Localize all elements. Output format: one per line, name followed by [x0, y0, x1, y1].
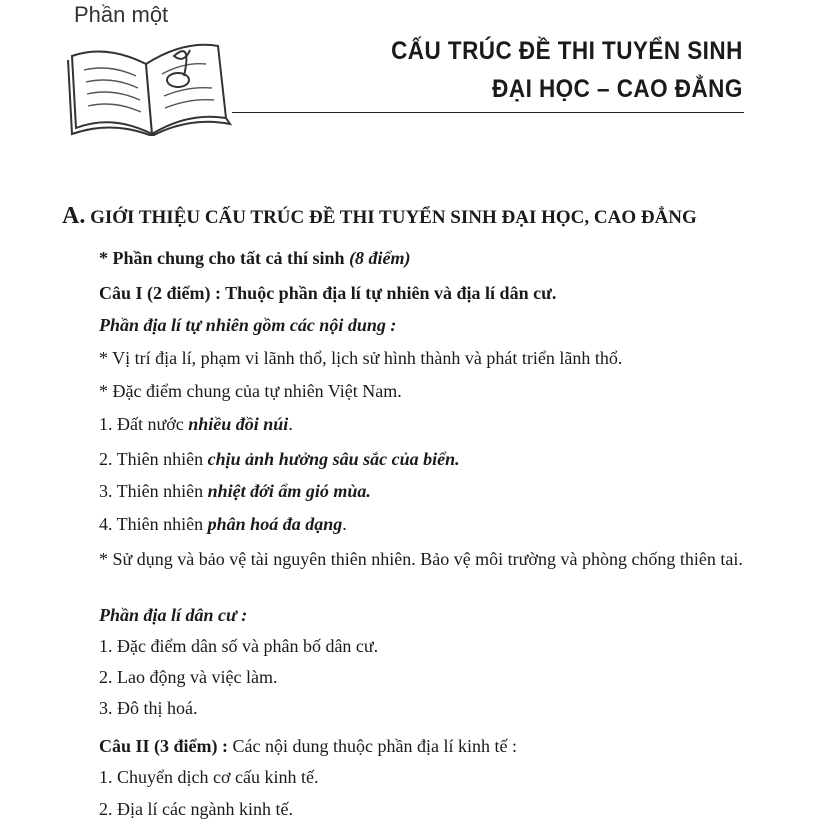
population-1: 1. Đặc điểm dân số và phân bố dân cư. [99, 636, 379, 656]
feature-1-emphasis: nhiều đồi núi [188, 414, 289, 434]
feature-1 [99, 414, 293, 435]
feature-2 [99, 449, 460, 470]
section-title: GIỚI THIỆU CẤU TRÚC ĐỀ THI TUYỂN SINH ĐẠI HỌC, CAO ĐẲNG [85, 207, 697, 228]
feature-4-prefix: 4. Thiên nhiên [99, 514, 208, 534]
question-2-label: Câu II (3 điểm) : [99, 736, 228, 756]
feature-1-suffix: . [288, 414, 293, 434]
economy-2: 2. Địa lí các ngành kinh tế. [99, 799, 293, 819]
header-title [391, 32, 743, 108]
population-2: 2. Lao động và việc làm. [99, 667, 278, 687]
common-part-points: (8 điểm) [349, 248, 411, 268]
population-heading: Phần địa lí dân cư : [99, 605, 248, 625]
feature-2-prefix: 2. Thiên nhiên [99, 449, 208, 469]
item-resources: * Sử dụng và bảo vệ tài nguyên thiên nhiên. Bảo vệ môi trường và phòng chống thiên tai. [99, 549, 743, 569]
feature-1-prefix: 1. Đất nước [99, 414, 189, 434]
feature-4 [99, 514, 347, 535]
economy-1: 1. Chuyển dịch cơ cấu kinh tế. [99, 767, 319, 787]
section-heading [62, 203, 697, 230]
feature-3 [99, 481, 371, 502]
common-part-label: * Phần chung cho tất cả thí sinh [99, 248, 350, 268]
feature-4-suffix: . [342, 514, 347, 534]
section-letter: A. [62, 203, 86, 229]
header-title-line-2: ĐẠI HỌC – CAO ĐẲNG [492, 75, 743, 103]
question-2-text: Các nội dung thuộc phần địa lí kinh tế : [228, 736, 517, 756]
item-location: * Vị trí địa lí, phạm vi lãnh thổ, lịch sử hình thành và phát triển lãnh thổ. [99, 348, 623, 368]
feature-3-prefix: 3. Thiên nhiên [99, 481, 208, 501]
feature-2-emphasis: chịu ảnh hưởng sâu sắc của biển. [207, 449, 460, 469]
header-rule [232, 112, 744, 113]
question-1: Câu I (2 điểm) : Thuộc phần địa lí tự nhiên và địa lí dân cư. [99, 283, 557, 303]
common-part-line [99, 248, 411, 269]
feature-3-emphasis: nhiệt đới ẩm gió mùa. [207, 481, 371, 501]
item-features: * Đặc điểm chung của tự nhiên Việt Nam. [99, 381, 402, 401]
part-label: Phần một [74, 2, 169, 27]
question-2 [99, 736, 517, 757]
header-title-line-1: CẤU TRÚC ĐỀ THI TUYỂN SINH [391, 37, 743, 65]
open-book-icon [66, 30, 232, 136]
population-3: 3. Đô thị hoá. [99, 698, 198, 718]
feature-4-emphasis: phân hoá đa dạng [207, 514, 343, 534]
natural-geography-heading: Phần địa lí tự nhiên gồm các nội dung : [99, 315, 397, 335]
